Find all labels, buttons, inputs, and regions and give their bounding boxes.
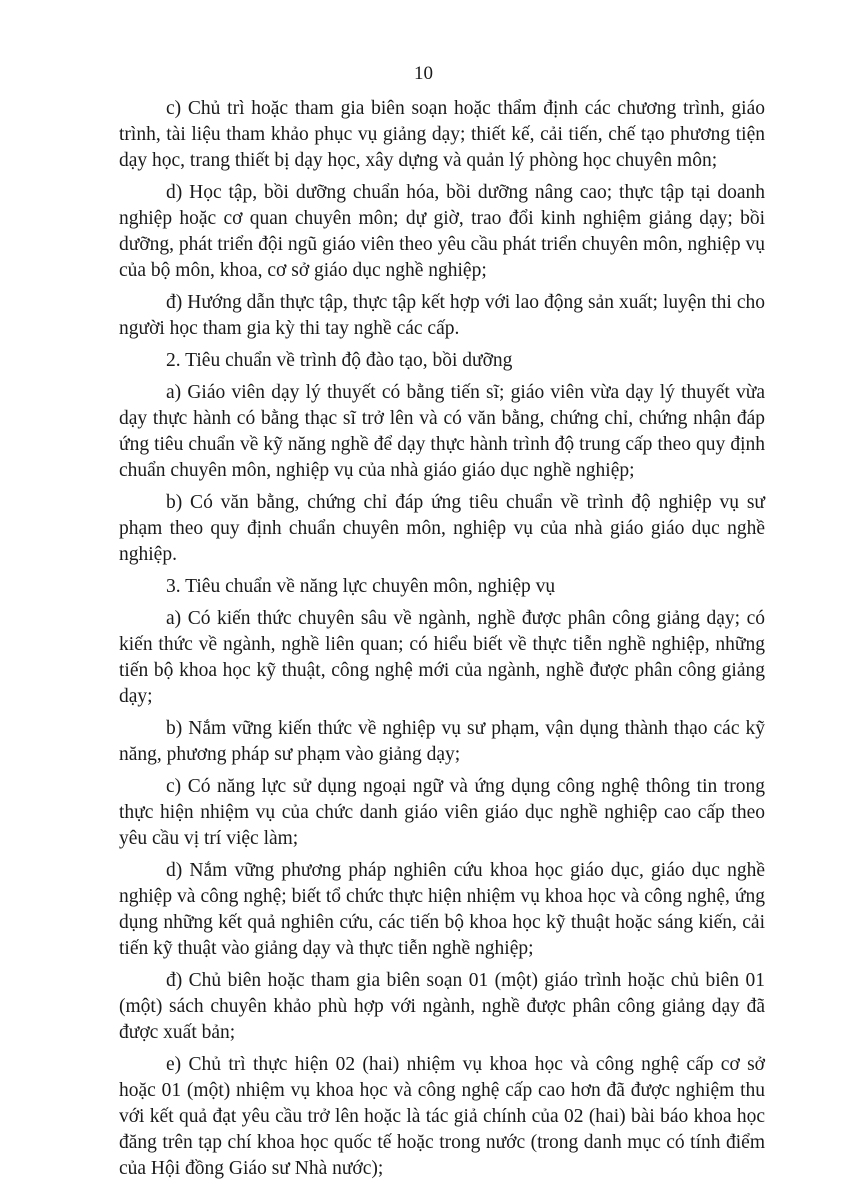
paragraph-c-develop-curriculum: c) Chủ trì hoặc tham gia biên soạn hoặc thẩm định các chương trình, giáo trình, tài liệu tham khảo phục vụ giảng dạy; thiết kế, cải tiến, chế tạo phương tiện dạy học, trang thiết bị dạy học, xây dựng và quản lý phòng học chuyên môn; (119, 98, 765, 171)
page-number: 10 (414, 63, 433, 84)
paragraph-b-pedagogy-skills: b) Nắm vững kiến thức về nghiệp vụ sư phạm, vận dụng thành thạo các kỹ năng, phương pháp sư phạm vào giảng dạy; (119, 718, 765, 765)
paragraph-b-pedagogy-certificate: b) Có văn bằng, chứng chỉ đáp ứng tiêu chuẩn về trình độ nghiệp vụ sư phạm theo quy định chuẩn chuyên môn, nghiệp vụ của nhà giáo giáo dục nghề nghiệp. (119, 492, 765, 565)
paragraph-c-foreign-language-it: c) Có năng lực sử dụng ngoại ngữ và ứng dụng công nghệ thông tin trong thực hiện nhiệm vụ của chức danh giáo viên giáo dục nghề nghiệp cao cấp theo yêu cầu vị trí việc làm; (119, 776, 765, 849)
paragraph-dd-textbook-authorship: đ) Chủ biên hoặc tham gia biên soạn 01 (một) giáo trình hoặc chủ biên 01 (một) sách chuyên khảo phù hợp với ngành, nghề được phân công giảng dạy đã được xuất bản; (119, 970, 765, 1043)
section-heading-2: 2. Tiêu chuẩn về trình độ đào tạo, bồi dưỡng (166, 350, 513, 371)
document-body (119, 96, 765, 1188)
paragraph-dd-internship-guidance: đ) Hướng dẫn thực tập, thực tập kết hợp với lao động sản xuất; luyện thi cho người học tham gia kỳ thi tay nghề các cấp. (119, 292, 765, 339)
paragraph-a-degree-requirement: a) Giáo viên dạy lý thuyết có bằng tiến sĩ; giáo viên vừa dạy lý thuyết vừa dạy thực hành có bằng thạc sĩ trở lên và có văn bằng, chứng chỉ, chứng nhận đáp ứng tiêu chuẩn về kỹ năng nghề để dạy thực hành trình độ trung cấp theo quy định chuẩn chuyên môn, nghiệp vụ của nhà giáo giáo dục nghề nghiệp; (119, 382, 765, 481)
paragraph-d-research-methods: d) Nắm vững phương pháp nghiên cứu khoa học giáo dục, giáo dục nghề nghiệp và công nghệ; biết tổ chức thực hiện nhiệm vụ khoa học và công nghệ, ứng dụng những kết quả nghiên cứu, các tiến bộ khoa học kỹ thuật hoặc sáng kiến, cải tiến kỹ thuật vào giảng dạy và thực tiễn nghề nghiệp; (119, 860, 765, 959)
paragraph-a-expert-knowledge: a) Có kiến thức chuyên sâu về ngành, nghề được phân công giảng dạy; có kiến thức về ngành, nghề liên quan; có hiểu biết về thực tiễn nghề nghiệp, những tiến bộ khoa học kỹ thuật, công nghệ mới của ngành, nghề được phân công giảng dạy; (119, 608, 765, 707)
section-heading-3: 3. Tiêu chuẩn về năng lực chuyên môn, nghiệp vụ (166, 576, 556, 597)
paragraph-d-training-study: d) Học tập, bồi dưỡng chuẩn hóa, bồi dưỡng nâng cao; thực tập tại doanh nghiệp hoặc cơ quan chuyên môn; dự giờ, trao đổi kinh nghiệm giảng dạy; bồi dưỡng, phát triển đội ngũ giáo viên theo yêu cầu phát triển chuyên môn, nghiệp vụ của bộ môn, khoa, cơ sở giáo dục nghề nghiệp; (119, 182, 765, 281)
paragraph-e-research-projects: e) Chủ trì thực hiện 02 (hai) nhiệm vụ khoa học và công nghệ cấp cơ sở hoặc 01 (một) nhiệm vụ khoa học và công nghệ cấp cao hơn đã được nghiệm thu với kết quả đạt yêu cầu trở lên hoặc là tác giả chính của 02 (hai) bài báo khoa học đăng trên tạp chí khoa học quốc tế hoặc trong nước (trong danh mục có tính điểm của Hội đồng Giáo sư Nhà nước); (119, 1054, 765, 1179)
